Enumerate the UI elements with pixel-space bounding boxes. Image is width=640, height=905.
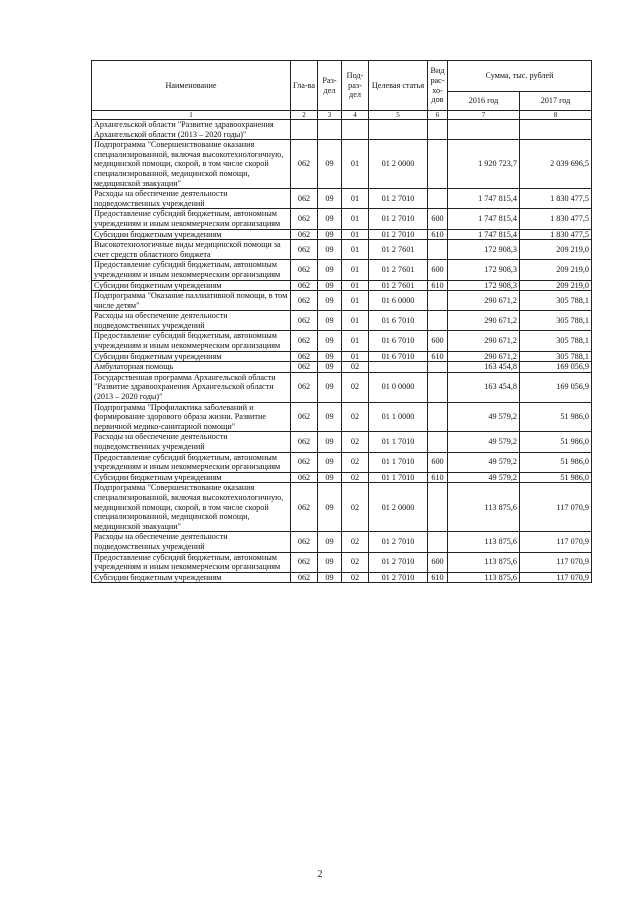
row-vid [428,372,448,402]
row-vid: 610 [428,572,448,583]
row-name: Архангельской области "Развитие здравоохранения Архангельской области (2013 – 2020 годы)" [92,120,291,140]
row-razdel: 09 [318,331,342,351]
row-sum-2016: 172 908,3 [448,280,520,291]
row-podrazdel: 01 [342,240,369,260]
row-sum-2016: 113 875,6 [448,483,520,532]
row-podrazdel: 01 [342,311,369,331]
row-sum-2017: 1 830 477,5 [520,209,592,229]
page-number: 2 [317,869,323,880]
row-podrazdel: 01 [342,351,369,362]
row-sum-2016: 113 875,6 [448,572,520,583]
row-glava: 062 [291,483,318,532]
row-sum-2016: 290 671,2 [448,331,520,351]
row-vid: 610 [428,472,448,483]
row-glava [291,120,318,140]
row-glava: 062 [291,362,318,373]
table-body [92,120,592,583]
row-podrazdel: 01 [342,229,369,240]
row-podrazdel: 02 [342,362,369,373]
row-name: Субсидии бюджетным учреждениям [92,351,291,362]
col-number: 2 [291,111,318,120]
row-vid [428,291,448,311]
row-glava: 062 [291,209,318,229]
row-sum-2016: 49 579,2 [448,402,520,432]
row-glava: 062 [291,140,318,189]
row-glava: 062 [291,240,318,260]
row-sum-2016: 172 908,3 [448,260,520,280]
header-target: Целевая статья [369,61,428,111]
row-name: Субсидии бюджетным учреждениям [92,229,291,240]
row-sum-2017: 51 986,0 [520,472,592,483]
header-2017: 2017 год [520,92,592,111]
row-sum-2016: 1 920 723,7 [448,140,520,189]
row-target: 01 2 7010 [369,552,428,572]
table-row [92,229,592,240]
row-target: 01 2 7010 [369,532,428,552]
row-target: 01 2 0000 [369,483,428,532]
row-podrazdel: 01 [342,291,369,311]
table-row [92,260,592,280]
row-vid: 600 [428,331,448,351]
table-row [92,291,592,311]
row-name: Подпрограмма "Профилактика заболеваний и формирование здорового образа жизни. Развитие первичной медико-санитарной помощи" [92,402,291,432]
row-sum-2017: 1 830 477,5 [520,189,592,209]
row-target: 01 1 7010 [369,432,428,452]
row-sum-2016: 113 875,6 [448,552,520,572]
row-name: Государственная программа Архангельской области "Развитие здравоохранения Архангельской области (2013 – 2020 годы)" [92,372,291,402]
row-target: 01 2 7010 [369,189,428,209]
row-sum-2016: 1 747 815,4 [448,209,520,229]
row-razdel: 09 [318,140,342,189]
row-podrazdel: 01 [342,209,369,229]
row-vid [428,402,448,432]
row-sum-2016 [448,120,520,140]
header-2016: 2016 год [448,92,520,111]
row-sum-2017: 117 070,9 [520,572,592,583]
row-podrazdel: 02 [342,552,369,572]
table-row [92,189,592,209]
row-podrazdel: 01 [342,140,369,189]
row-name: Расходы на обеспечение деятельности подведомственных учреждений [92,532,291,552]
row-glava: 062 [291,452,318,472]
row-razdel: 09 [318,372,342,402]
row-name: Субсидии бюджетным учреждениям [92,280,291,291]
row-name: Предоставление субсидий бюджетным, автономным учреждениям и иным некоммерческим организациям [92,331,291,351]
row-name: Расходы на обеспечение деятельности подведомственных учреждений [92,432,291,452]
row-target: 01 2 7010 [369,229,428,240]
row-vid [428,120,448,140]
row-vid [428,140,448,189]
row-glava: 062 [291,189,318,209]
col-number: 6 [428,111,448,120]
row-name: Подпрограмма "Совершенствование оказания специализированной, включая высокотехнологичную, медицинской помощи, скорой, в том числе скорой специализированной, медицинской помощи, медицинской эвакуации" [92,483,291,532]
row-sum-2016: 163 454,8 [448,362,520,373]
table-row [92,472,592,483]
row-razdel: 09 [318,532,342,552]
row-target: 01 2 7010 [369,209,428,229]
row-name: Высокотехнологичные виды медицинской помощи за счет средств областного бюджета [92,240,291,260]
row-name: Субсидии бюджетным учреждениям [92,472,291,483]
row-vid: 610 [428,229,448,240]
row-target: 01 6 7010 [369,351,428,362]
row-target [369,120,428,140]
row-target: 01 1 7010 [369,472,428,483]
row-sum-2017 [520,120,592,140]
row-name: Подпрограмма "Совершенствование оказания специализированной, включая высокотехнологичную, медицинской помощи, скорой, в том числе скорой специализированной, медицинской помощи, медицинской эвакуации" [92,140,291,189]
row-glava: 062 [291,229,318,240]
row-podrazdel: 01 [342,189,369,209]
table-row [92,240,592,260]
table-row [92,140,592,189]
row-vid: 600 [428,260,448,280]
row-target: 01 2 7601 [369,240,428,260]
row-name: Предоставление субсидий бюджетным, автономным учреждениям и иным некоммерческим организациям [92,552,291,572]
row-sum-2017: 117 070,9 [520,532,592,552]
row-sum-2016: 113 875,6 [448,532,520,552]
row-razdel: 09 [318,209,342,229]
col-number: 1 [92,111,291,120]
row-razdel: 09 [318,362,342,373]
row-sum-2017: 209 219,0 [520,260,592,280]
row-vid: 610 [428,351,448,362]
row-sum-2016: 1 747 815,4 [448,229,520,240]
col-number: 3 [318,111,342,120]
row-razdel: 09 [318,240,342,260]
row-sum-2017: 305 788,1 [520,331,592,351]
row-razdel: 09 [318,452,342,472]
row-glava: 062 [291,351,318,362]
row-sum-2017: 51 986,0 [520,432,592,452]
row-sum-2017: 305 788,1 [520,291,592,311]
row-name: Субсидии бюджетным учреждениям [92,572,291,583]
row-razdel: 09 [318,472,342,483]
row-podrazdel: 01 [342,260,369,280]
row-name: Расходы на обеспечение деятельности подведомственных учреждений [92,311,291,331]
row-target: 01 2 7601 [369,280,428,291]
row-name: Подпрограмма "Оказание паллиативной помощи, в том числе детям" [92,291,291,311]
row-sum-2017: 305 788,1 [520,351,592,362]
row-glava: 062 [291,280,318,291]
table-row [92,280,592,291]
row-razdel: 09 [318,572,342,583]
row-razdel: 09 [318,260,342,280]
row-sum-2017: 209 219,0 [520,240,592,260]
row-target: 01 2 0000 [369,140,428,189]
row-sum-2017: 117 070,9 [520,483,592,532]
row-razdel: 09 [318,291,342,311]
row-vid [428,311,448,331]
row-razdel [318,120,342,140]
row-sum-2016: 163 454,8 [448,372,520,402]
row-vid [428,532,448,552]
table-row [92,351,592,362]
row-sum-2016: 290 671,2 [448,291,520,311]
table-row [92,372,592,402]
row-razdel: 09 [318,311,342,331]
table-row [92,532,592,552]
row-vid: 600 [428,209,448,229]
table-row [92,362,592,373]
table-row [92,572,592,583]
row-sum-2016: 49 579,2 [448,452,520,472]
row-vid [428,483,448,532]
row-name: Амбулаторная помощь [92,362,291,373]
header-row [92,61,592,92]
row-glava: 062 [291,260,318,280]
row-razdel: 09 [318,552,342,572]
row-target: 01 0 0000 [369,372,428,402]
row-podrazdel: 02 [342,572,369,583]
row-target: 01 6 0000 [369,291,428,311]
row-vid: 600 [428,552,448,572]
row-target: 01 6 7010 [369,331,428,351]
header-sum: Сумма, тыс. рублей [448,61,592,92]
row-podrazdel: 01 [342,331,369,351]
row-glava: 062 [291,311,318,331]
row-vid [428,189,448,209]
row-glava: 062 [291,432,318,452]
row-glava: 062 [291,372,318,402]
table-row [92,331,592,351]
row-razdel: 09 [318,189,342,209]
row-sum-2016: 290 671,2 [448,311,520,331]
row-razdel: 09 [318,229,342,240]
row-glava: 062 [291,552,318,572]
row-razdel: 09 [318,351,342,362]
row-target: 01 6 7010 [369,311,428,331]
row-podrazdel: 02 [342,532,369,552]
budget-table [91,60,592,583]
row-glava: 062 [291,532,318,552]
row-name: Предоставление субсидий бюджетным, автономным учреждениям и иным некоммерческим организациям [92,209,291,229]
row-podrazdel: 02 [342,452,369,472]
row-target: 01 1 7010 [369,452,428,472]
col-number: 7 [448,111,520,120]
row-podrazdel: 02 [342,432,369,452]
table-row [92,552,592,572]
row-sum-2017: 117 070,9 [520,552,592,572]
row-sum-2016: 1 747 815,4 [448,189,520,209]
header-name: Наименование [92,61,291,111]
row-podrazdel [342,120,369,140]
header-razdel: Раз-дел [318,61,342,111]
column-numbers-row [92,111,592,120]
row-sum-2017: 1 830 477,5 [520,229,592,240]
row-podrazdel: 02 [342,483,369,532]
row-target: 01 1 0000 [369,402,428,432]
row-razdel: 09 [318,483,342,532]
row-vid: 610 [428,280,448,291]
table-row [92,432,592,452]
table-row [92,402,592,432]
row-glava: 062 [291,291,318,311]
row-razdel: 09 [318,280,342,291]
row-glava: 062 [291,331,318,351]
row-sum-2017: 169 056,9 [520,362,592,373]
row-sum-2017: 2 039 696,5 [520,140,592,189]
row-target [369,362,428,373]
row-vid: 600 [428,452,448,472]
row-glava: 062 [291,572,318,583]
row-sum-2016: 49 579,2 [448,472,520,483]
row-podrazdel: 02 [342,402,369,432]
row-glava: 062 [291,402,318,432]
row-podrazdel: 02 [342,372,369,402]
row-podrazdel: 02 [342,472,369,483]
row-target: 01 2 7601 [369,260,428,280]
row-glava: 062 [291,472,318,483]
row-vid [428,432,448,452]
row-razdel: 09 [318,402,342,432]
row-target: 01 2 7010 [369,572,428,583]
row-sum-2016: 290 671,2 [448,351,520,362]
row-sum-2016: 49 579,2 [448,432,520,452]
col-number: 5 [369,111,428,120]
table-row [92,120,592,140]
row-podrazdel: 01 [342,280,369,291]
table-row [92,209,592,229]
row-name: Расходы на обеспечение деятельности подведомственных учреждений [92,189,291,209]
row-vid [428,362,448,373]
row-sum-2017: 51 986,0 [520,452,592,472]
table-row [92,311,592,331]
col-number: 4 [342,111,369,120]
header-vid: Вид рас-хо-дов [428,61,448,111]
row-sum-2017: 51 986,0 [520,402,592,432]
row-sum-2017: 169 056,9 [520,372,592,402]
row-sum-2017: 209 219,0 [520,280,592,291]
table-row [92,483,592,532]
row-name: Предоставление субсидий бюджетным, автономным учреждениям и иным некоммерческим организациям [92,260,291,280]
row-sum-2016: 172 908,3 [448,240,520,260]
table-row [92,452,592,472]
row-name: Предоставление субсидий бюджетным, автономным учреждениям и иным некоммерческим организациям [92,452,291,472]
row-razdel: 09 [318,432,342,452]
header-podrazdel: Под-раз-дел [342,61,369,111]
row-sum-2017: 305 788,1 [520,311,592,331]
col-number: 8 [520,111,592,120]
header-glava: Гла-ва [291,61,318,111]
row-vid [428,240,448,260]
